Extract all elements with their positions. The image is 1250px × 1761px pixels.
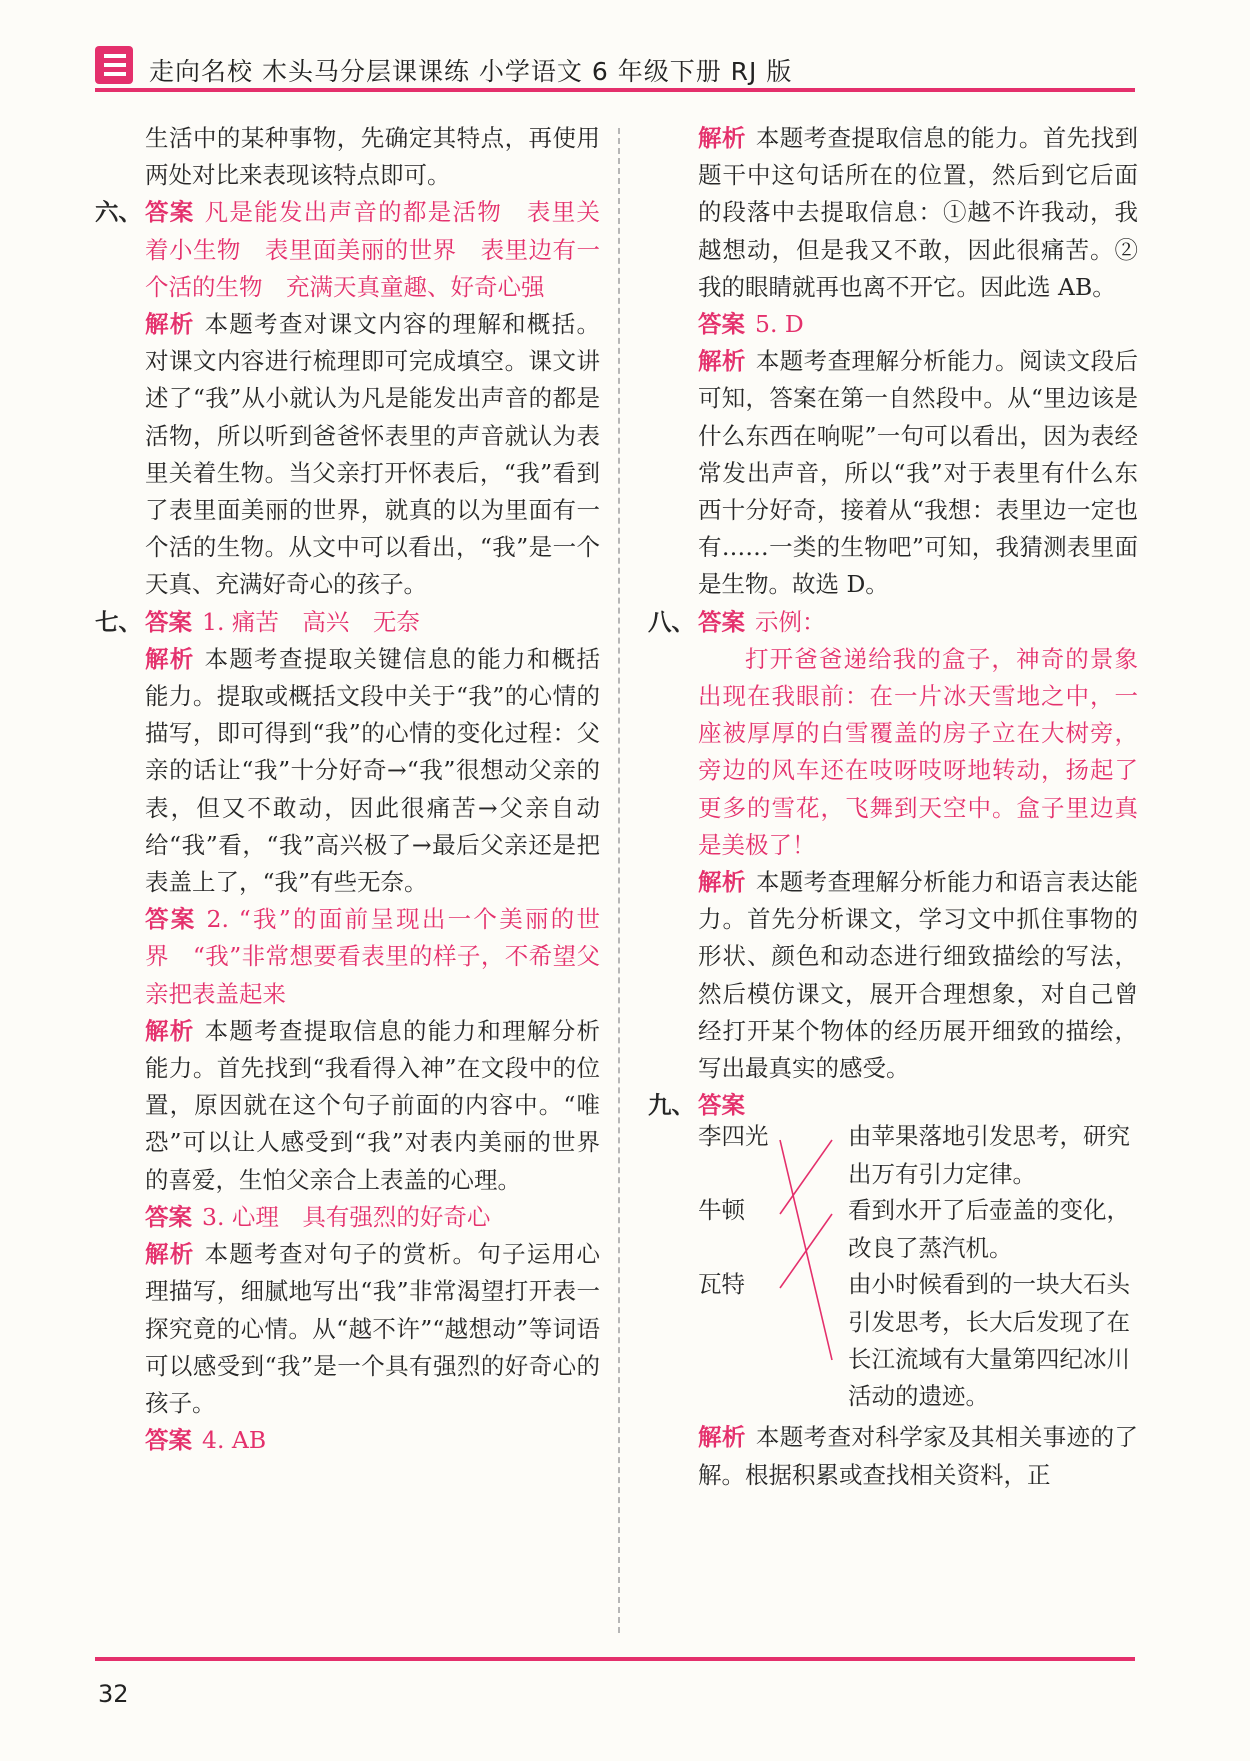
header-title: 走向名校 木头马分层课课练 小学语文 6 年级下册 RJ 版	[149, 57, 793, 86]
analysis-label: 解析	[698, 124, 746, 152]
q4-answer: 4. AB	[202, 1426, 267, 1455]
page-number: 32	[98, 1680, 129, 1708]
q3-analysis: 本题考查对句子的赏析。句子运用心理描写，细腻地写出“我”非常渴望打开表一探究竟的心情。从“越不许”“越想动”等词语可以感受到“我”是一个具有强烈的好奇心的孩子。	[145, 1240, 601, 1417]
header-rule	[95, 88, 1135, 92]
scientist-name: 瓦特	[698, 1270, 745, 1299]
footer-rule	[95, 1657, 1135, 1661]
analysis-label: 解析	[145, 310, 195, 339]
match-line-watt	[780, 1214, 832, 1288]
section-number: 七、	[95, 607, 142, 636]
q3-answer: 3. 心理 具有强烈的好奇心	[202, 1202, 491, 1231]
q5-analysis: 本题考查理解分析能力。阅读文段后可知，答案在第一自然段中。从“里边该是什么东西在响呢”一句可以看出，因为表经常发出声音，所以“我”对于表里有什么东西十分好奇，接着从“我想：表里边一定也有……一类的生物吧”可知，我猜测表里面是生物。故选 D。	[698, 347, 1139, 599]
analysis-label: 解析	[698, 1423, 746, 1452]
answer-label: 答案	[145, 905, 197, 934]
section-9-analysis-block	[648, 1419, 1138, 1493]
matching-answer	[698, 1124, 1138, 1419]
answer-label: 答案	[698, 607, 745, 636]
section-number: 六、	[95, 198, 142, 227]
q1-answer: 1. 痛苦 高兴 无奈	[202, 607, 420, 636]
q4-analysis: 本题考查提取信息的能力。首先找到题干中这句话所在的位置，然后到它后面的段落中去提取信息：①越不许我动，我越想动，但是我又不敢，因此很痛苦。②我的眼睛就再也离不开它。因此选 AB。	[698, 124, 1139, 301]
example-answer: 打开爸爸递给我的盒子，神奇的景象出现在我眼前：在一片冰天雪地之中，一座被厚厚的白雪覆盖的房子立在大树旁，旁边的风车还在吱呀吱呀地转动，扬起了更多的雪花，飞舞到天空中。盒子里边真是美极了！	[698, 644, 1138, 859]
page-header	[95, 44, 1135, 94]
section-number: 八、	[648, 607, 695, 636]
section-7-continued	[648, 120, 1138, 604]
answer-label: 答案	[698, 310, 745, 339]
analysis-label: 解析	[145, 1016, 195, 1045]
answer-label: 答案	[145, 607, 192, 636]
q2-answer: 2. “我”的面前呈现出一个美丽的世界 “我”非常想要看表里的样子，不希望父亲把表盖起来	[145, 905, 601, 1008]
answer-label: 答案	[145, 198, 195, 227]
analysis-label: 解析	[145, 644, 195, 673]
right-column	[648, 120, 1138, 1494]
column-divider	[618, 128, 620, 1633]
answer-label: 答案	[698, 1091, 745, 1120]
intro-paragraph: 生活中的某种事物，先确定其特点，再使用两处对比来表现该特点即可。	[145, 124, 600, 190]
q1-analysis: 本题考查提取关键信息的能力和概括能力。提取或概括文段中关于“我”的心情的描写，即可得到“我”的心情的变化过程：父亲的话让“我”十分好奇→“我”很想动父亲的表，但又不敢动，因此很痛苦→父亲自动给“我”看，“我”高兴极了→最后父亲还是把表盖上了，“我”有些无奈。	[145, 644, 601, 897]
section-6-answer: 凡是能发出声音的都是活物 表里关着小生物 表里面美丽的世界 表里边有一个活的生物 充满天真童趣、好奇心强	[145, 198, 601, 301]
deed-description: 看到水开了后壶盖的变化，改良了蒸汽机。	[848, 1196, 1130, 1262]
section-9-analysis: 本题考查对科学家及其相关事迹的了解。根据积累或查找相关资料，正	[698, 1423, 1139, 1489]
section-7	[95, 604, 600, 1460]
deed-description: 由小时候看到的一块大石头引发思考，长大后发现了在长江流域有大量第四纪冰川活动的遗迹。	[848, 1270, 1130, 1411]
section-number: 九、	[648, 1091, 695, 1120]
scientist-name: 牛顿	[698, 1196, 745, 1225]
answer-label: 答案	[145, 1426, 192, 1455]
section-8-analysis: 本题考查理解分析能力和语言表达能力。首先分析课文，学习文中抓住事物的形状、颜色和动态进行细致描绘的写法，然后模仿课文，展开合理想象，对自己曾经打开某个物体的经历展开细致的描绘，写出最真实的感受。	[698, 868, 1139, 1083]
q5-answer: 5. D	[755, 310, 804, 339]
section-6-analysis: 本题考查对课文内容的理解和概括。对课文内容进行梳理即可完成填空。课文讲述了“我”从小就认为凡是能发出声音的都是活物，所以听到爸爸怀表里的声音就认为表里关着生物。当父亲打开怀表后，“我”看到了表里面美丽的世界，就真的以为里面有一个活的生物。从文中可以看出，“我”是一个天真、充满好奇心的孩子。	[145, 310, 601, 599]
section-8	[648, 604, 1138, 1088]
example-label: 示例：	[755, 607, 826, 636]
analysis-label: 解析	[698, 347, 746, 376]
deed-description: 由苹果落地引发思考，研究出万有引力定律。	[848, 1122, 1130, 1188]
q2-analysis: 本题考查提取信息的能力和理解分析能力。首先找到“我看得入神”在文段中的位置，原因就在这个句子前面的内容中。“唯恐”可以让人感受到“我”对表内美丽的世界的喜爱，生怕父亲合上表盖的心理。	[145, 1016, 601, 1194]
book-logo-icon	[95, 46, 133, 84]
analysis-label: 解析	[145, 1240, 195, 1269]
analysis-label: 解析	[698, 868, 746, 897]
answer-label: 答案	[145, 1202, 192, 1231]
scientist-name: 李四光	[698, 1122, 769, 1151]
left-column	[95, 120, 600, 1459]
match-line-newton	[780, 1140, 832, 1214]
section-6	[95, 194, 600, 603]
